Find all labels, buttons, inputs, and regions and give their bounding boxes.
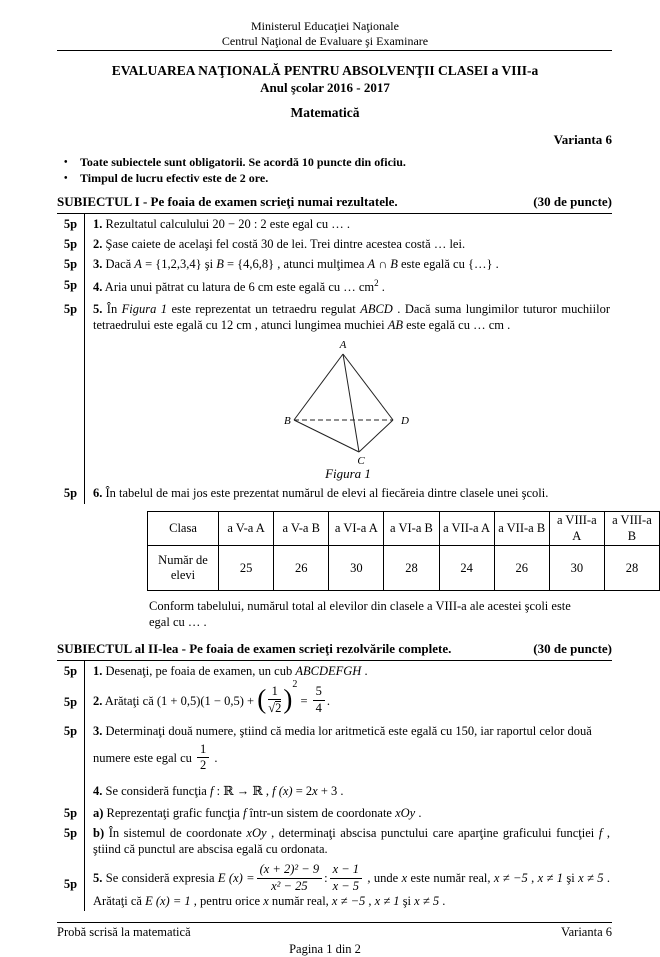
table-cell: 26 — [494, 546, 549, 591]
question-number: 1. — [93, 663, 103, 678]
table-row-label: Număr de elevi — [148, 546, 219, 591]
math-variable: B — [216, 256, 224, 271]
question-text — [84, 803, 612, 823]
section2-questions — [57, 661, 612, 911]
question-text-segment: Desenaţi, pe foaia de examen, un cub — [102, 663, 296, 678]
fraction-denominator: 4 — [315, 700, 322, 715]
question-text-segment: . — [378, 280, 385, 295]
table-header-cell: a VII-a B — [494, 512, 549, 546]
question-text-segment: = {1,2,3,4} şi — [141, 256, 217, 271]
question-text — [84, 721, 612, 778]
section2-block — [57, 660, 612, 911]
big-paren-right: ) — [283, 683, 293, 714]
footer-variant: Varianta 6 — [560, 925, 612, 940]
points-badge: 5p — [63, 663, 78, 678]
points-badge: 5p — [63, 805, 78, 820]
table-data-row — [148, 546, 660, 591]
question-number: b) — [93, 826, 105, 841]
question-text-segment: numere este egal cu — [93, 750, 196, 765]
fraction — [266, 685, 283, 716]
question-text-segment: număr real, — [268, 894, 332, 909]
math-expression: x ≠ −5 — [331, 894, 366, 909]
question-text-segment: , determinaţi abscisa punctului care aparţine graficului funcţiei — [266, 826, 599, 841]
section2-heading-row — [57, 641, 612, 657]
exponent: 2 — [292, 678, 298, 690]
letterhead-divider — [57, 50, 612, 51]
vertex-label-b: B — [284, 415, 291, 428]
math-expression: x ≠ 5 — [414, 894, 440, 909]
fraction-denominator: x² − 25 — [271, 878, 308, 893]
title-block — [0, 62, 650, 96]
points-badge: 5p — [63, 256, 78, 271]
points-spacer — [57, 781, 84, 801]
question-text-segment: Se consideră funcţia — [102, 783, 210, 798]
question-number: 4. — [93, 783, 103, 798]
question-text-segment: În sistemul de coordonate — [104, 826, 247, 841]
footer-left: Probă scrisă la matematică — [57, 925, 191, 940]
section1-block — [57, 213, 652, 630]
figure-row — [57, 334, 612, 482]
question-text — [84, 861, 612, 911]
question-text-segment: într-un sistem de coordonate — [246, 805, 396, 820]
points-badge: 5p — [63, 724, 78, 739]
fraction-denominator: x − 5 — [332, 878, 360, 893]
question-text — [84, 254, 612, 274]
big-paren-left: ( — [257, 683, 267, 714]
question-text — [84, 678, 612, 722]
question-line — [93, 740, 610, 777]
question-row — [57, 822, 612, 858]
points-spacer — [57, 334, 84, 482]
points-badge: 5p — [63, 694, 78, 709]
question-text-segment: şi — [563, 871, 579, 886]
exam-title: EVALUAREA NAŢIONALĂ PENTRU ABSOLVENŢII CLASEI a VIII-a — [111, 63, 539, 78]
question-row — [57, 858, 612, 911]
fraction-numerator: (x + 2)² − 9 — [257, 863, 323, 879]
question-number: 2. — [93, 237, 103, 251]
question-text-segment: . Dacă suma lungimilor tuturor muchiilor tetraedrului este egală cu 12 cm , atunci lungimea muchiei — [93, 302, 610, 332]
points-badge: 5p — [63, 826, 78, 841]
section1-points: (30 de puncte) — [533, 194, 612, 210]
table-header-cell: a V-a A — [219, 512, 274, 546]
math-expression: A ∩ B — [367, 256, 398, 271]
subject-name: Matematică — [290, 105, 360, 120]
question-row — [57, 721, 612, 778]
question-line — [93, 724, 610, 740]
question-text-segment: + 3 . — [317, 783, 344, 798]
radical-icon: √ — [268, 701, 276, 716]
class-size-table — [147, 511, 660, 591]
figure-container — [84, 334, 612, 482]
question-text-segment: . — [211, 750, 218, 765]
question-row — [57, 778, 612, 801]
math-variable: ABCDEFGH — [295, 663, 362, 678]
fraction — [195, 743, 211, 773]
question-number: 4. — [93, 280, 103, 295]
instruction-text: Timpul de lucru efectiv este de 2 ore. — [80, 170, 269, 185]
school-year: Anul şcolar 2016 - 2017 — [260, 80, 390, 95]
table-cell: 30 — [329, 546, 384, 591]
points-badge: 5p — [63, 217, 78, 232]
question-text-segment: , unde — [364, 871, 402, 886]
table-cell: 30 — [549, 546, 604, 591]
class-table-wrapper — [147, 511, 652, 591]
math-variable: ABCD — [360, 302, 393, 317]
table-header-cell: a VII-a A — [439, 512, 494, 546]
table-cell: 28 — [604, 546, 659, 591]
question-number: 5. — [93, 302, 103, 317]
question-number: 3. — [93, 724, 103, 739]
figure-caption: Figura 1 — [325, 466, 371, 482]
math-expression: x ≠ 5 — [578, 871, 604, 886]
section1-questions — [57, 214, 612, 504]
question-number: 2. — [93, 693, 103, 708]
points-badge: 5p — [63, 278, 78, 293]
question-text — [84, 823, 612, 858]
math-variable: A — [134, 256, 142, 271]
section2-heading: SUBIECTUL al II-lea - Pe foaia de examen scrieţi rezolvările complete. — [57, 640, 452, 656]
math-variable: f — [598, 826, 603, 841]
question-text-segment: este reprezentat un tetraedru regulat — [167, 302, 361, 317]
question-text-segment: Dacă — [102, 256, 135, 271]
question-number: a) — [93, 805, 104, 820]
instruction-item — [64, 155, 612, 171]
superscript: 2 — [374, 278, 379, 289]
question-text-segment: Aria unui pătrat cu latura de 6 cm este egală cu … cm — [102, 280, 375, 295]
vertex-label-c: C — [357, 455, 365, 468]
instructions — [64, 155, 612, 186]
question-row — [57, 801, 612, 823]
points-badge: 5p — [63, 302, 78, 317]
question-number: 3. — [93, 256, 103, 271]
question-text-segment: Determinaţi două numere, ştiind că media lor aritmetică este egală cu 150, iar raportul celor două — [102, 724, 592, 739]
table-conclusion: Conform tabelului, numărul total al elevilor din clasele a VIII-a ale acestei şcoli este egal cu … . — [149, 599, 571, 630]
question-text-segment: Şase caiete de acelaşi fel costă 30 de lei. Trei dintre acestea costă … lei. — [102, 237, 466, 251]
math-expression: E (x) = 1 — [145, 894, 191, 909]
equals-sign: = — [297, 693, 311, 708]
question-text — [84, 214, 612, 234]
question-text-segment: . Arătaţi că — [93, 871, 611, 909]
question-text — [84, 781, 612, 801]
question-text-segment: este egală cu {…} . — [397, 256, 499, 271]
math-variable: x — [263, 894, 269, 909]
bullet-icon: • — [64, 157, 68, 169]
question-text-segment: Rezultatul calculului 20 − 20 : 2 este egal cu … . — [102, 217, 350, 232]
points-badge: 5p — [63, 237, 78, 251]
question-text-segment: . — [415, 805, 422, 820]
question-text-segment: , pentru orice — [190, 894, 264, 909]
question-row — [57, 234, 612, 254]
math-variable: AB — [387, 317, 403, 332]
question-number: 6. — [93, 485, 103, 500]
question-text — [84, 275, 612, 297]
question-text — [84, 234, 612, 254]
ministry-line: Ministerul Educaţiei Naţionale — [251, 19, 399, 33]
fraction — [328, 863, 364, 893]
question-text — [84, 661, 612, 681]
fraction — [311, 685, 327, 715]
math-expression: x ≠ 1 — [374, 894, 400, 909]
figure-reference: Figura 1 — [121, 302, 168, 317]
table-cell: 24 — [439, 546, 494, 591]
vertex-label-d: D — [401, 415, 409, 428]
radicand: 2 — [275, 701, 282, 716]
vertex-label-a: A — [339, 339, 347, 352]
table-header-cell: a VIII-a B — [604, 512, 659, 546]
question-text-segment: . — [361, 663, 368, 678]
question-text-segment: În — [102, 302, 122, 317]
question-text-segment: este egală cu … cm . — [402, 317, 511, 332]
math-expression: (1 + 0,5)(1 − 0,5) + — [156, 693, 258, 708]
section1-heading-row — [57, 194, 612, 210]
fraction-numerator: 1 — [197, 743, 209, 759]
table-header-cell: a V-a B — [274, 512, 329, 546]
question-number: 1. — [93, 217, 103, 232]
table-cell: 26 — [274, 546, 329, 591]
question-text-segment: , — [527, 871, 538, 886]
math-expression: E (x) = — [217, 871, 255, 886]
question-text-segment: : ℝ → ℝ , — [213, 783, 273, 798]
division-sign: : — [324, 871, 328, 886]
question-text-segment: Se consideră expresia — [102, 871, 218, 886]
question-text-segment: . — [326, 693, 330, 708]
question-number: 5. — [93, 871, 103, 886]
footer-divider — [57, 922, 612, 923]
center-line: Centrul Naţional de Evaluare şi Examinare — [221, 34, 429, 48]
math-expression: x ≠ 1 — [537, 871, 564, 886]
bullet-icon: • — [64, 172, 68, 184]
math-expression: xOy — [395, 805, 416, 820]
points-badge: 5p — [63, 877, 78, 892]
question-row — [57, 299, 612, 334]
section1-heading: SUBIECTUL I - Pe foaia de examen scrieţi numai rezultatele. — [57, 194, 398, 210]
question-row — [57, 483, 612, 505]
question-row — [57, 214, 612, 234]
fraction-numerator: 5 — [313, 685, 325, 701]
letterhead — [0, 0, 650, 49]
question-text-segment: = {4,6,8} , atunci mulţimea — [223, 256, 368, 271]
question-row — [57, 254, 612, 276]
table-header-cell: a VI-a B — [384, 512, 439, 546]
variant-label: Varianta 6 — [553, 131, 612, 147]
question-row — [57, 678, 612, 722]
fraction-denominator: 2 — [200, 758, 207, 773]
math-expression: xOy — [246, 826, 267, 841]
table-cell: 28 — [384, 546, 439, 591]
question-text-segment: . — [439, 894, 446, 909]
question-row — [57, 661, 612, 681]
page-number: Pagina 1 din 2 — [289, 941, 361, 956]
question-text — [84, 483, 612, 503]
question-text-segment: , — [365, 894, 375, 909]
question-text-segment: Reprezentaţi grafic funcţia — [103, 805, 243, 820]
table-header-cell: a VIII-a A — [549, 512, 604, 546]
math-expression: f (x) — [272, 783, 293, 798]
instruction-item — [64, 171, 612, 187]
math-variable: f — [242, 805, 247, 820]
fraction — [255, 862, 328, 893]
instruction-text: Toate subiectele sunt obligatorii. Se acordă 10 puncte din oficiu. — [80, 155, 406, 170]
question-text-segment: este număr real, — [407, 871, 494, 886]
fraction-numerator: 1 — [268, 685, 281, 701]
table-header-cell: Clasa — [148, 512, 219, 546]
section2-points: (30 de puncte) — [533, 640, 612, 656]
math-variable: x — [401, 871, 408, 886]
question-text-segment: În tabelul de mai jos este prezentat numărul de elevi al fiecăreia dintre clasele unei şcoli. — [102, 485, 549, 500]
table-header-row — [148, 512, 660, 546]
points-badge: 5p — [63, 485, 78, 500]
question-text — [84, 299, 612, 334]
question-row — [57, 275, 612, 299]
footer-row — [57, 925, 612, 941]
table-header-cell: a VI-a A — [329, 512, 384, 546]
fraction-denominator — [268, 700, 281, 716]
question-text-segment: = 2 — [292, 783, 313, 798]
tetrahedron-figure — [283, 338, 413, 466]
math-expression: x ≠ −5 — [493, 871, 528, 886]
math-variable: x — [312, 783, 318, 798]
math-variable: f — [209, 783, 214, 798]
question-text-segment: , ştiind că punctul are abscisa egală cu ordonata. — [93, 826, 611, 856]
question-text-segment: şi — [399, 894, 415, 909]
table-cell: 25 — [219, 546, 274, 591]
question-text-segment: Arătaţi că — [102, 693, 157, 708]
fraction-numerator: x − 1 — [330, 863, 362, 879]
